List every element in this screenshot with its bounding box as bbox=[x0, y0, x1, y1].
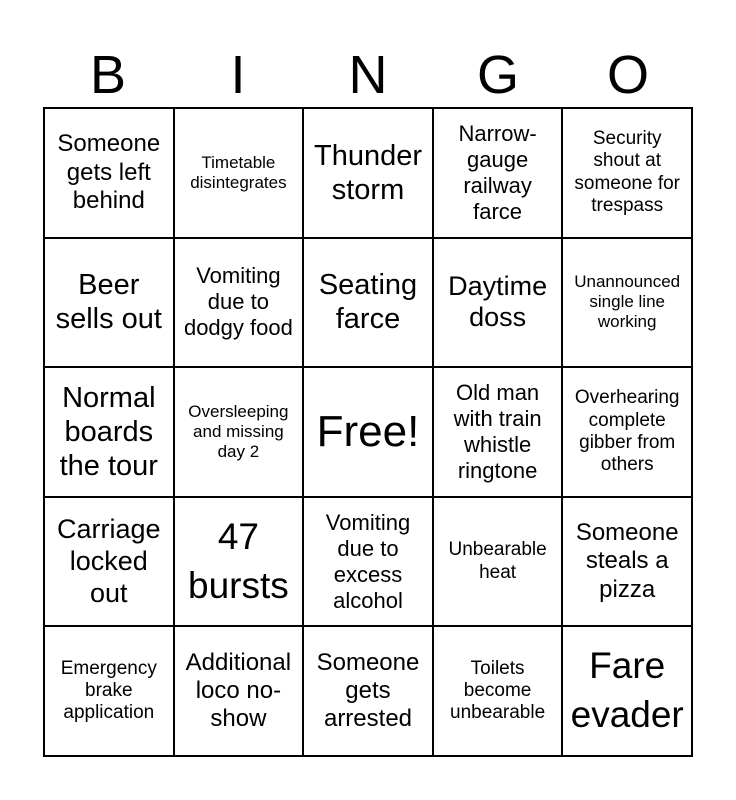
bingo-cell-4-2[interactable]: 47 bursts bbox=[174, 497, 304, 627]
bingo-cell-2-3[interactable]: Seating farce bbox=[303, 238, 433, 368]
bingo-cell-1-1[interactable]: Someone gets left behind bbox=[44, 108, 174, 238]
bingo-card bbox=[43, 107, 693, 757]
bingo-cell-5-2[interactable]: Additional loco no-show bbox=[174, 626, 304, 756]
header-letter-n: N bbox=[348, 45, 388, 105]
bingo-cell-5-5[interactable]: Fare evader bbox=[562, 626, 692, 756]
bingo-cell-2-5[interactable]: Unannounced single line working bbox=[562, 238, 692, 368]
bingo-cell-2-1[interactable]: Beer sells out bbox=[44, 238, 174, 368]
bingo-cell-2-2[interactable]: Vomiting due to dodgy food bbox=[174, 238, 304, 368]
bingo-cell-4-4[interactable]: Unbearable heat bbox=[433, 497, 563, 627]
bingo-cell-3-4[interactable]: Old man with train whistle ringtone bbox=[433, 367, 563, 497]
header-letter-g: G bbox=[476, 45, 519, 105]
bingo-cell-3-1[interactable]: Normal boards the tour bbox=[44, 367, 174, 497]
bingo-cell-2-4[interactable]: Daytime doss bbox=[433, 238, 563, 368]
bingo-cell-5-3[interactable]: Someone gets arrested bbox=[303, 626, 433, 756]
bingo-cell-3-2[interactable]: Oversleeping and missing day 2 bbox=[174, 367, 304, 497]
bingo-cell-1-2[interactable]: Timetable disintegrates bbox=[174, 108, 304, 238]
bingo-cell-5-1[interactable]: Emergency brake application bbox=[44, 626, 174, 756]
bingo-cell-4-5[interactable]: Someone steals a pizza bbox=[562, 497, 692, 627]
header-letter-o: O bbox=[606, 45, 649, 105]
header-letter-i: I bbox=[230, 45, 246, 105]
bingo-cell-5-4[interactable]: Toilets become unbearable bbox=[433, 626, 563, 756]
bingo-header bbox=[43, 44, 693, 106]
bingo-cell-4-3[interactable]: Vomiting due to excess alcohol bbox=[303, 497, 433, 627]
bingo-cell-1-5[interactable]: Security shout at someone for trespass bbox=[562, 108, 692, 238]
bingo-cell-1-4[interactable]: Narrow-gauge railway farce bbox=[433, 108, 563, 238]
bingo-cell-3-5[interactable]: Overhearing complete gibber from others bbox=[562, 367, 692, 497]
bingo-cell-1-3[interactable]: Thunder storm bbox=[303, 108, 433, 238]
bingo-cell-free[interactable]: Free! bbox=[303, 367, 433, 497]
bingo-cell-4-1[interactable]: Carriage locked out bbox=[44, 497, 174, 627]
header-letter-b: B bbox=[89, 45, 127, 105]
